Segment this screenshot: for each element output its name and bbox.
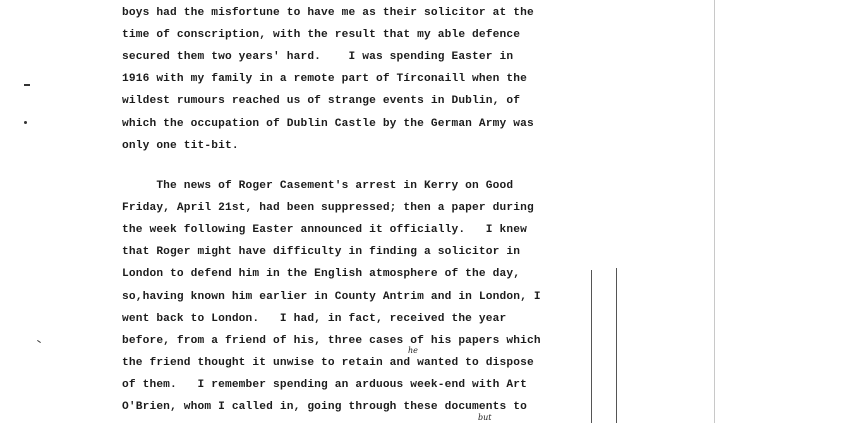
text-line-9: Friday, April 21st, had been suppressed; then a paper during: [122, 202, 534, 214]
scan-artifact-line-right: [616, 268, 617, 423]
text-line-17: of them. I remember spending an arduous week-end with Art: [122, 379, 527, 391]
margin-speck: [37, 340, 41, 343]
text-line-15: before, from a friend of his, three cases of his papers which: [122, 335, 541, 347]
text-line-11: that Roger might have difficulty in finding a solicitor in: [122, 246, 521, 258]
text-line-1: boys had the misfortune to have me as their solicitor at the: [122, 7, 534, 19]
margin-dot: [24, 121, 27, 124]
text-line-16: the friend thought it unwise to retain and wanted to dispose: [122, 357, 534, 369]
text-line-14: went back to London. I had, in fact, received the year: [122, 313, 507, 325]
scan-artifact-line-left: [591, 270, 592, 423]
text-line-6: which the occupation of Dublin Castle by the German Army was: [122, 118, 534, 130]
text-line-10: the week following Easter announced it officially. I knew: [122, 224, 527, 236]
text-line-18: O'Brien, whom I called in, going through these documents to: [122, 401, 527, 413]
text-line-2: time of conscription, with the result that my able defence: [122, 29, 521, 41]
handwritten-note: but: [478, 413, 492, 422]
margin-mark: [24, 84, 30, 86]
text-line-5: wildest rumours reached us of strange events in Dublin, of: [122, 95, 521, 107]
text-line-7: only one tit-bit.: [122, 140, 239, 152]
text-line-12: London to defend him in the English atmosphere of the day,: [122, 268, 521, 280]
page-edge-line: [714, 0, 715, 423]
text-line-8: The news of Roger Casement's arrest in Kerry on Good: [122, 180, 514, 192]
text-line-4: 1916 with my family in a remote part of Tírconaill when the: [122, 73, 527, 85]
handwritten-insertion: he: [408, 346, 418, 355]
text-line-3: secured them two years' hard. I was spending Easter in: [122, 51, 514, 63]
text-line-13: so,having known him earlier in County Antrim and in London, I: [122, 291, 541, 303]
